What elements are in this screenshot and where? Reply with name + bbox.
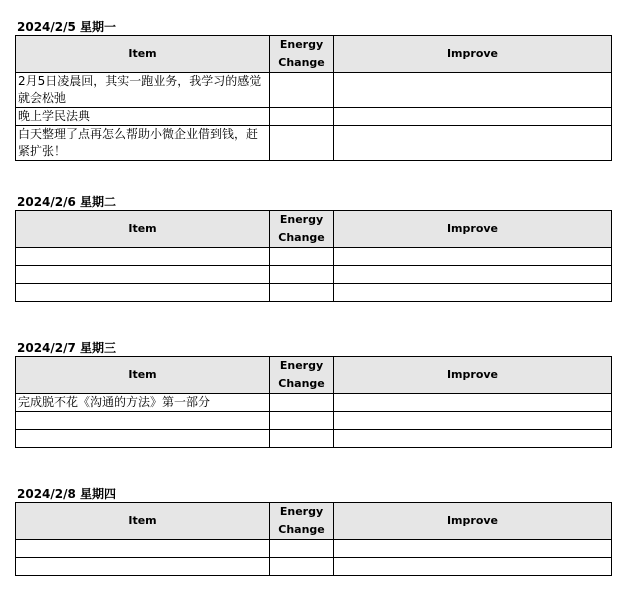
improve-cell[interactable] — [334, 394, 612, 412]
table-row — [16, 248, 612, 266]
energy-change-header — [270, 36, 334, 73]
item-cell[interactable] — [16, 284, 270, 302]
improve-header: Improve — [334, 36, 612, 73]
day-title-thu: 2024/2/8 星期四 — [17, 487, 117, 501]
item-cell[interactable] — [16, 248, 270, 266]
improve-cell[interactable] — [334, 412, 612, 430]
energy-header-line1: Energy — [279, 505, 324, 518]
item-header: Item — [16, 211, 270, 248]
table-row — [16, 126, 612, 161]
item-header: Item — [16, 36, 270, 73]
energy-cell[interactable] — [270, 73, 334, 108]
energy-cell[interactable] — [270, 558, 334, 576]
item-cell[interactable]: 完成脱不花《沟通的方法》第一部分 — [16, 394, 270, 412]
header-row — [16, 503, 612, 540]
energy-change-header — [270, 357, 334, 394]
item-cell[interactable] — [16, 558, 270, 576]
item-header: Item — [16, 503, 270, 540]
energy-change-header — [270, 503, 334, 540]
energy-cell[interactable] — [270, 266, 334, 284]
header-row — [16, 357, 612, 394]
improve-cell[interactable] — [334, 430, 612, 448]
table-row — [16, 540, 612, 558]
item-cell[interactable] — [16, 430, 270, 448]
item-cell[interactable] — [16, 266, 270, 284]
item-cell[interactable]: 晚上学民法典 — [16, 108, 270, 126]
day-table-mon — [15, 35, 612, 161]
improve-cell[interactable] — [334, 284, 612, 302]
energy-header-line2: Change — [278, 56, 325, 69]
improve-header: Improve — [334, 357, 612, 394]
day-title-mon: 2024/2/5 星期一 — [17, 20, 117, 34]
improve-cell[interactable] — [334, 558, 612, 576]
energy-change-header — [270, 211, 334, 248]
table-row — [16, 108, 612, 126]
item-cell[interactable] — [16, 540, 270, 558]
energy-cell[interactable] — [270, 284, 334, 302]
improve-cell[interactable] — [334, 108, 612, 126]
energy-cell[interactable] — [270, 108, 334, 126]
energy-cell[interactable] — [270, 394, 334, 412]
improve-header: Improve — [334, 211, 612, 248]
energy-header-line1: Energy — [279, 359, 324, 372]
table-row — [16, 394, 612, 412]
day-table-tue — [15, 210, 612, 302]
energy-cell[interactable] — [270, 540, 334, 558]
energy-cell[interactable] — [270, 412, 334, 430]
item-cell[interactable]: 2月5日凌晨回，其实一跑业务，我学习的感觉就会松弛 — [16, 73, 270, 108]
table-row — [16, 558, 612, 576]
item-cell[interactable]: 白天整理了点再怎么帮助小微企业借到钱，赶紧扩张！ — [16, 126, 270, 161]
improve-cell[interactable] — [334, 266, 612, 284]
improve-header: Improve — [334, 503, 612, 540]
day-table-wed — [15, 356, 612, 448]
table-row — [16, 430, 612, 448]
item-header: Item — [16, 357, 270, 394]
energy-header-line2: Change — [278, 523, 325, 536]
day-title-tue: 2024/2/6 星期二 — [17, 195, 117, 209]
energy-cell[interactable] — [270, 430, 334, 448]
day-title-wed: 2024/2/7 星期三 — [17, 341, 117, 355]
header-row — [16, 36, 612, 73]
day-table-thu — [15, 502, 612, 576]
table-row — [16, 266, 612, 284]
energy-cell[interactable] — [270, 126, 334, 161]
table-row — [16, 284, 612, 302]
energy-header-line1: Energy — [279, 213, 324, 226]
improve-cell[interactable] — [334, 540, 612, 558]
item-cell[interactable] — [16, 412, 270, 430]
header-row — [16, 211, 612, 248]
energy-header-line2: Change — [278, 231, 325, 244]
table-row — [16, 73, 612, 108]
table-row — [16, 412, 612, 430]
energy-cell[interactable] — [270, 248, 334, 266]
energy-header-line2: Change — [278, 377, 325, 390]
improve-cell[interactable] — [334, 248, 612, 266]
energy-header-line1: Energy — [279, 38, 324, 51]
improve-cell[interactable] — [334, 73, 612, 108]
improve-cell[interactable] — [334, 126, 612, 161]
